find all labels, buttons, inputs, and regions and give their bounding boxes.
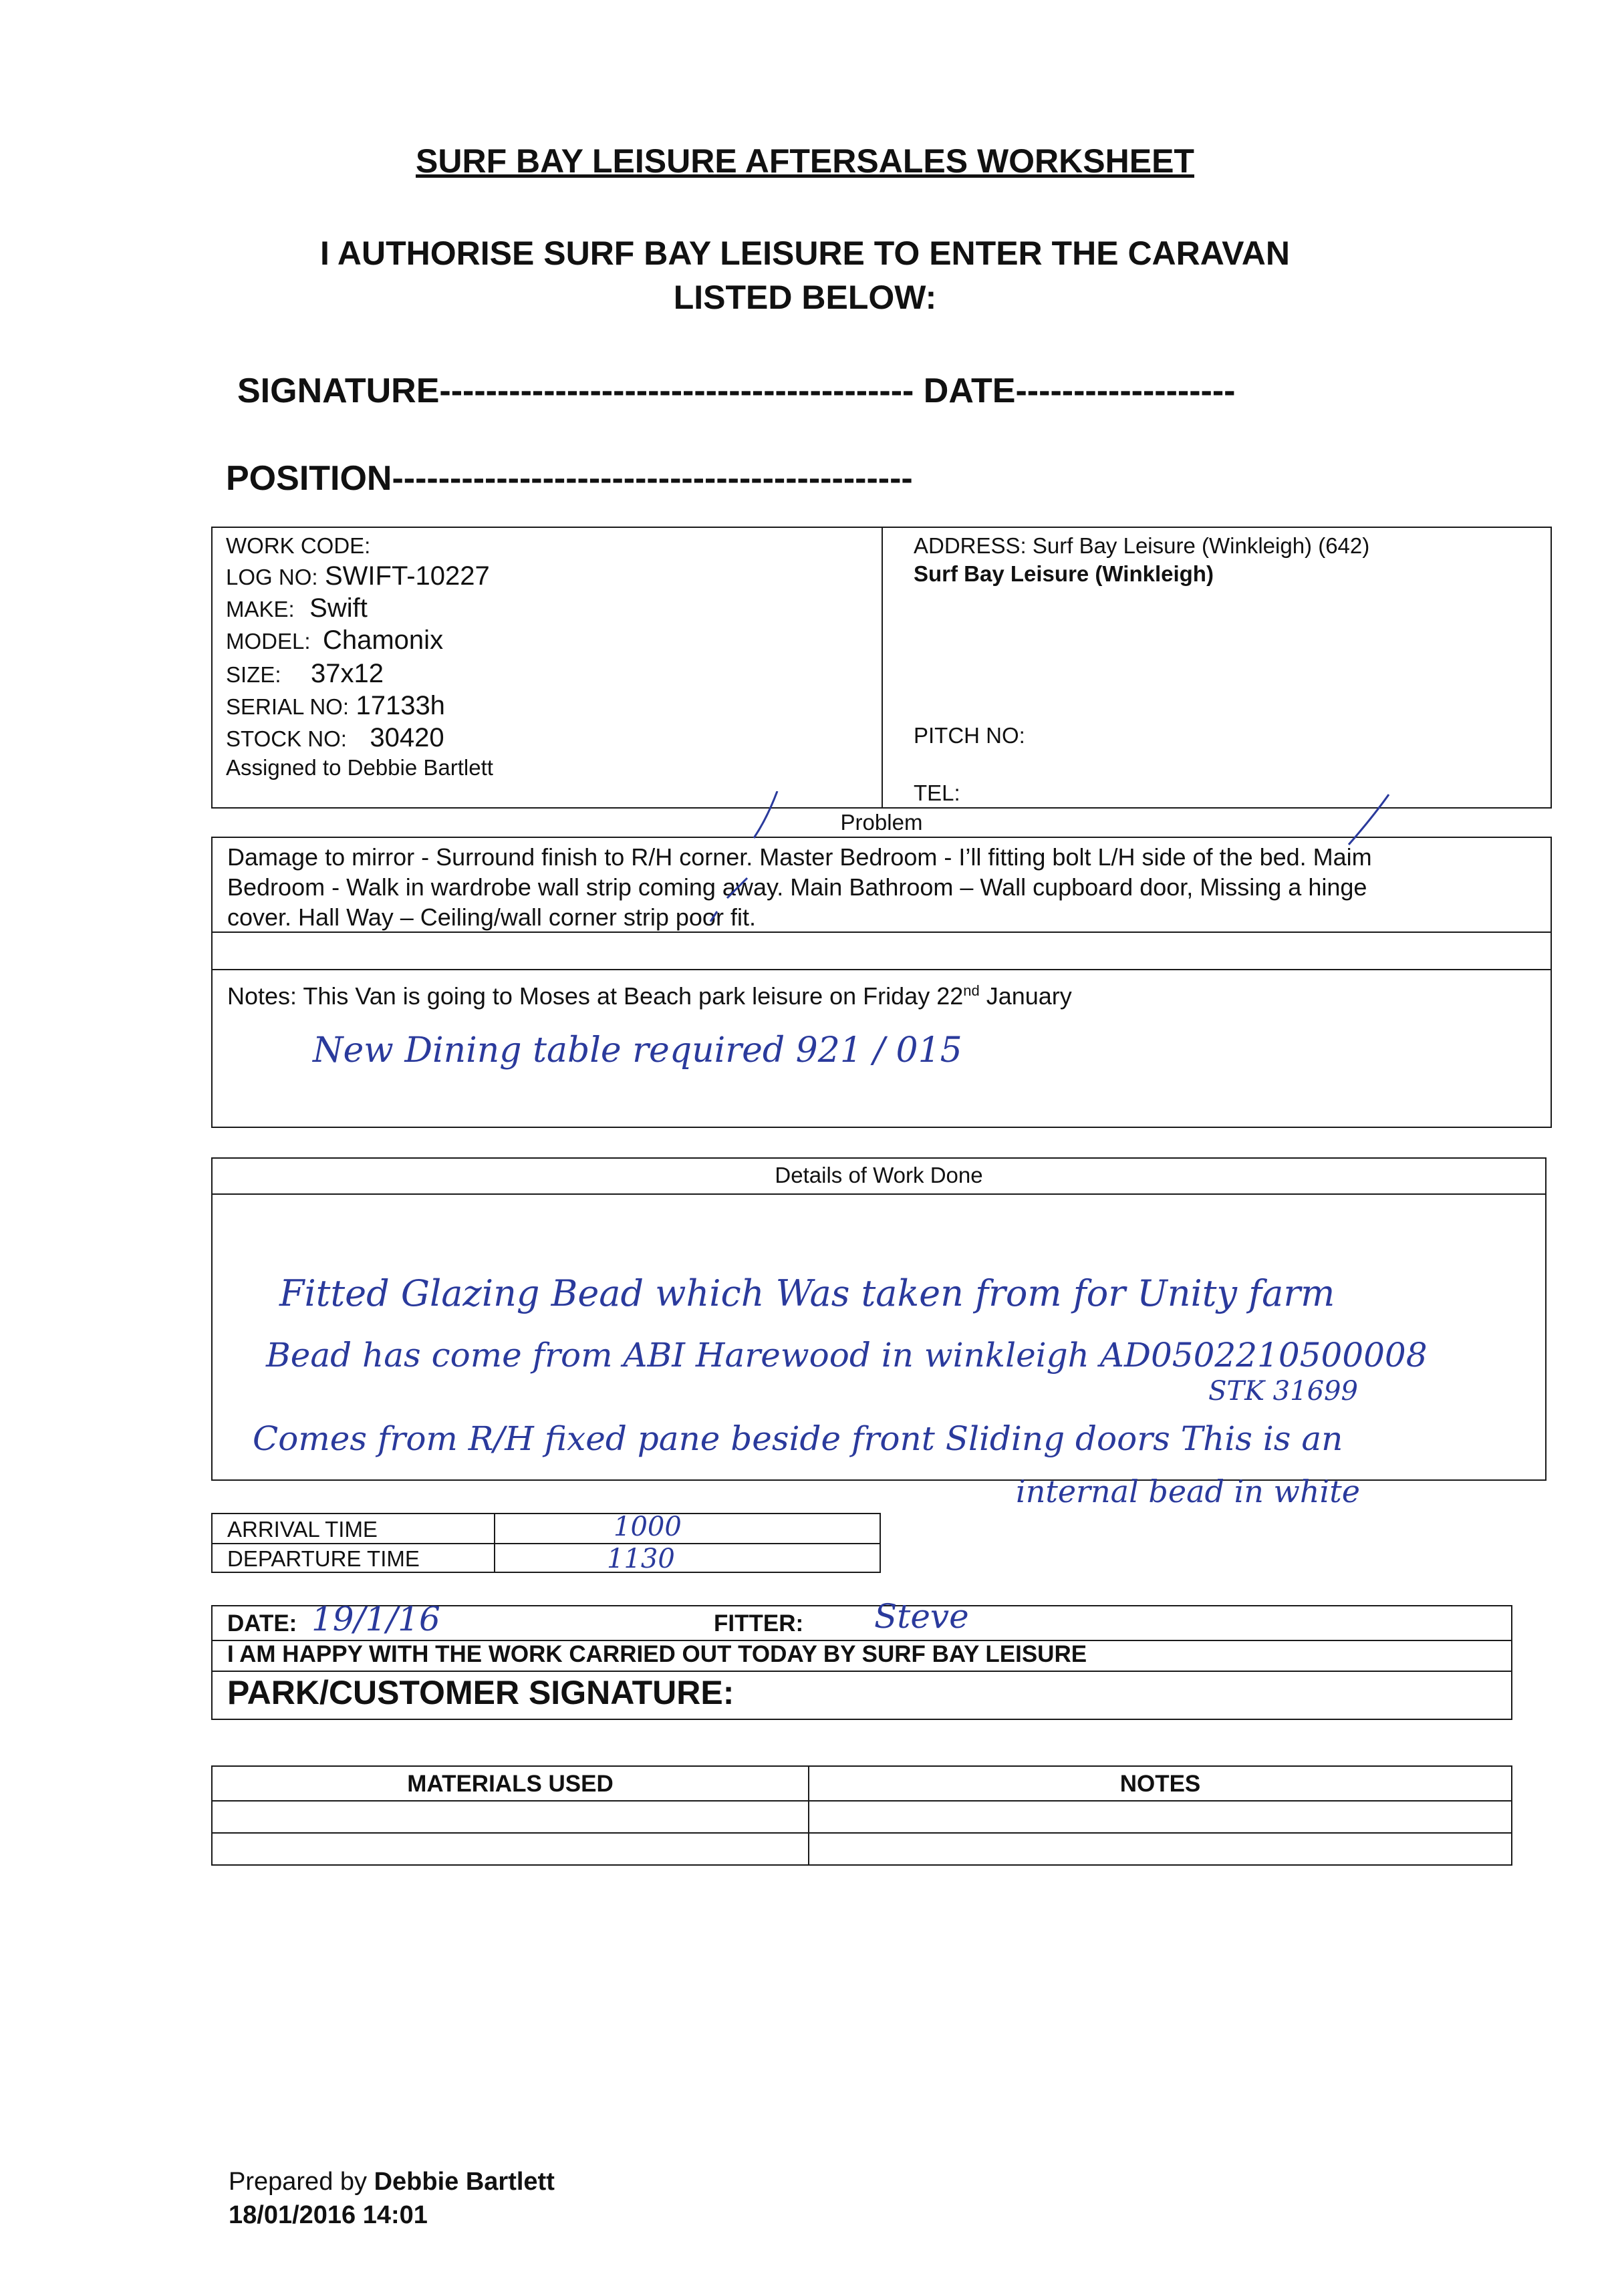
address-line: ADDRESS: Surf Bay Leisure (Winkleigh) (642) (914, 533, 1370, 558)
work-done-line-1: Fitted Glazing Bead which Was taken from for Unity farm (279, 1272, 1335, 1314)
work-done-line-3: STK 31699 (1208, 1376, 1358, 1407)
work-done-line-5: internal bead in white (1016, 1473, 1360, 1510)
materials-used-header: MATERIALS USED (407, 1771, 614, 1797)
log-no-row (226, 561, 490, 591)
address-name: Surf Bay Leisure (Winkleigh) (914, 561, 1214, 586)
work-done-divider (213, 1193, 1545, 1195)
departure-time: 1130 (607, 1544, 675, 1574)
departure-label: DEPARTURE TIME (227, 1546, 420, 1571)
problem-heading: Problem (840, 810, 923, 835)
materials-cell[interactable] (213, 1802, 808, 1831)
tel-label: TEL: (914, 780, 960, 805)
prepared-by (229, 2168, 555, 2196)
notes-suffix: January (979, 982, 1072, 1010)
notes-handwritten: New Dining table required 921 / 015 (313, 1030, 962, 1070)
model-row (226, 625, 443, 656)
stock-value: 30420 (370, 723, 444, 752)
times-box (211, 1513, 881, 1573)
size-row (226, 659, 384, 689)
work-code-label: WORK CODE: (226, 533, 371, 558)
serial-row (226, 691, 445, 721)
authorise-line-2: LISTED BELOW: (673, 279, 937, 316)
make-label: MAKE: (226, 597, 295, 621)
times-row-divider (213, 1543, 880, 1544)
signature-date-line[interactable]: SIGNATURE----------------------------------------- DATE------------------- (237, 372, 1236, 410)
customer-signature-label[interactable]: PARK/CUSTOMER SIGNATURE: (227, 1674, 734, 1711)
notes-superscript: nd (963, 982, 980, 999)
address-box (882, 527, 1552, 809)
happy-statement: I AM HAPPY WITH THE WORK CARRIED OUT TODAY BY SURF BAY LEISURE (227, 1641, 1087, 1667)
problem-divider (213, 931, 1551, 933)
work-done-line-4: Comes from R/H fixed pane beside front Sliding doors This is an (253, 1419, 1343, 1458)
job-details-box (211, 527, 883, 809)
tick-mark (754, 791, 777, 838)
notes-prefix: Notes: This Van is going to Moses at Beach park leisure on Friday 22 (227, 982, 964, 1010)
prepared-timestamp: 18/01/2016 14:01 (229, 2201, 428, 2229)
arrival-time: 1000 (614, 1512, 682, 1542)
tick-marks (547, 791, 1482, 925)
position-line[interactable]: POSITION--------------------------------------------- (226, 459, 913, 498)
size-label: SIZE: (226, 662, 281, 687)
tick-mark (710, 911, 717, 921)
date-value: 19/1/16 (311, 1600, 440, 1638)
authorise-line-1: I AUTHORISE SURF BAY LEISURE TO ENTER THE CARAVAN (319, 235, 1291, 272)
stock-row (226, 723, 444, 753)
signoff-box (211, 1597, 1512, 1720)
page-title: SURF BAY LEISURE AFTERSALES WORKSHEET (416, 142, 1194, 180)
problem-box (211, 837, 1552, 970)
make-row (226, 593, 368, 623)
arrival-label: ARRIVAL TIME (227, 1517, 378, 1542)
notes-text (227, 976, 1072, 1011)
problem-line-2: Bedroom - Walk in wardrobe wall strip coming away. Main Bathroom – Wall cupboard door, Missing a hinge (227, 873, 1367, 901)
signoff-divider-2 (213, 1671, 1511, 1672)
model-value: Chamonix (322, 625, 444, 655)
date-label: DATE: (227, 1610, 297, 1636)
materials-table (211, 1765, 1512, 1866)
problem-line-3: cover. Hall Way – Ceiling/wall corner strip poor fit. (227, 903, 756, 931)
problem-line-1: Damage to mirror - Surround finish to R/H corner. Master Bedroom - I’ll fitting bolt L/H side of the bed. Maim (227, 843, 1372, 871)
serial-label: SERIAL NO: (226, 694, 349, 719)
notes-header: NOTES (1119, 1771, 1201, 1797)
fitter-label: FITTER: (714, 1610, 804, 1636)
serial-value: 17133h (356, 691, 445, 720)
fitter-value: Steve (874, 1597, 969, 1636)
prepared-by-name: Debbie Bartlett (374, 2168, 555, 2196)
notes-box (211, 969, 1552, 1128)
work-done-line-2: Bead has come from ABI Harewood in winkleigh AD0502210500008 (266, 1336, 1428, 1375)
model-label: MODEL: (226, 629, 311, 654)
work-done-box (211, 1157, 1547, 1481)
make-value: Swift (309, 593, 368, 623)
prepared-by-prefix: Prepared by (229, 2168, 374, 2196)
notes-cell[interactable] (809, 1834, 1511, 1863)
materials-cell[interactable] (213, 1834, 808, 1863)
work-done-heading: Details of Work Done (775, 1163, 983, 1187)
notes-cell[interactable] (809, 1802, 1511, 1831)
log-no-label: LOG NO: (226, 565, 318, 589)
pitch-no-label: PITCH NO: (914, 723, 1025, 748)
tick-mark (727, 878, 747, 898)
log-no-value: SWIFT-10227 (324, 561, 490, 591)
assigned-to: Assigned to Debbie Bartlett (226, 755, 493, 780)
size-value: 37x12 (310, 659, 384, 688)
tick-mark (1349, 795, 1389, 845)
stock-label: STOCK NO: (226, 726, 347, 751)
